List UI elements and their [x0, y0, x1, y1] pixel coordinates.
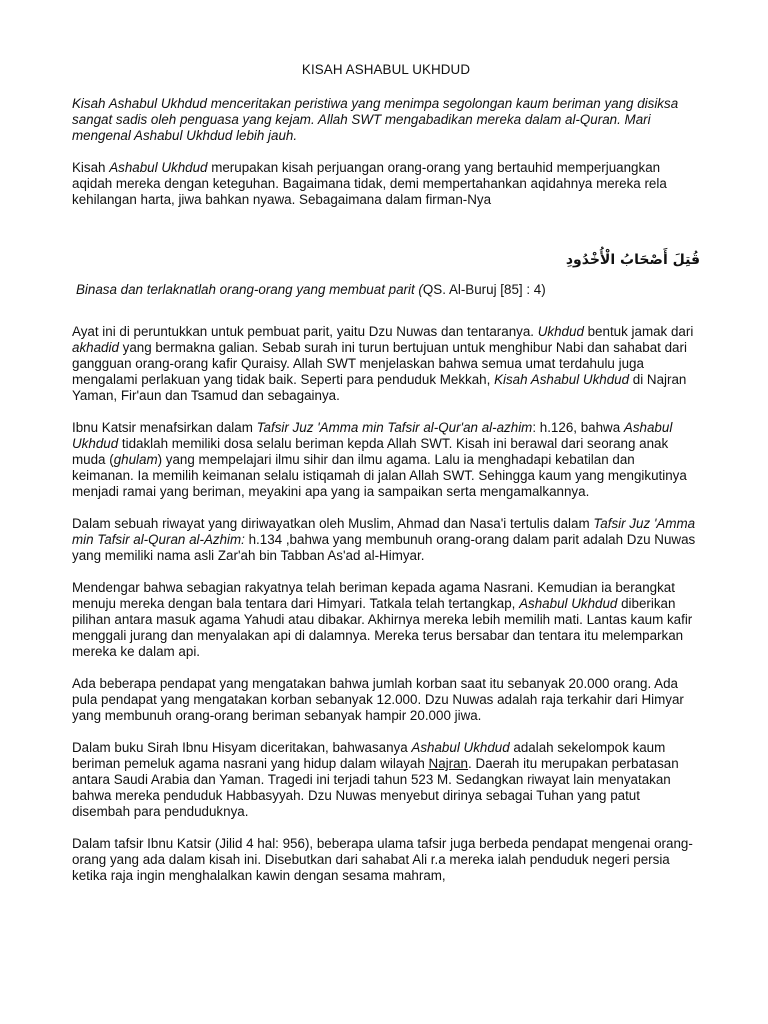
- paragraph-8: Dalam tafsir Ibnu Katsir (Jilid 4 hal: 956), beberapa ulama tafsir juga berbeda pendapat mengenai orang-orang yang ada dalam kisah ini. Disebutkan dari sahabat Ali r.a mereka ialah penduduk negeri persia ketika raja ingin menghalalkan kawin dengan sesama mahram,: [72, 836, 693, 883]
- text-run: Dalam sebuah riwayat yang diriwayatkan oleh Muslim, Ahmad dan Nasa'i tertulis dalam: [72, 516, 594, 531]
- text-run: ) yang mempelajari ilmu sihir dan ilmu agama. Lalu ia menghadapi kebatilan dan keimanan. Ia memilih keimanan selalu istiqamah di jalan Allah SWT. Sehingga kaum yang mengikutinya menjadi ramai yang beriman, meyakini apa yang ia sampaikan serta mengamalkannya.: [72, 452, 687, 499]
- text-run: diberikan pilihan antara masuk agama Yahudi atau dibakar. Akhirnya mereka lebih memilih mati. Lantas kaum kafir menggali jurang dan menyalakan api di dalamnya. Mereka terus bersabar dan tentara itu melemparkan mereka ke dalam api.: [72, 596, 693, 659]
- italic-term: Tafsir Juz 'Amma min Tafsir al-Quran al-Azhim:: [72, 516, 696, 547]
- italic-term: Kisah Ashabul Ukhdud: [494, 372, 630, 387]
- italic-term: Tafsir Juz 'Amma min Tafsir al-Qur'an al-azhim: [256, 420, 533, 435]
- intro-paragraph: Kisah Ashabul Ukhdud menceritakan peristiwa yang menimpa segolongan kaum beriman yang disiksa sangat sadis oleh penguasa yang kejam. Allah SWT mengabadikan mereka dalam al-Quran. Mari mengenal Ashabul Ukhdud lebih jauh.: [72, 96, 679, 143]
- text-run: . Daerah itu merupakan perbatasan antara Saudi Arabia dan Yaman. Tragedi ini terjadi tahun 523 M. Sedangkan riwayat lain menyatakan bahwa mereka penduduk Habbasyyah. Dzu Nuwas menyebut dirinya sebagai Tuhan yang patut disembah para penduduknya.: [72, 756, 679, 819]
- paragraph-5: [72, 580, 700, 660]
- text-run: merupakan kisah perjuangan orang-orang yang bertauhid memperjuangkan aqidah mereka dengan keteguhan. Bagaimana tidak, demi mempertahankan aqidahnya mereka rela kehilangan harta, jiwa bahkan nyawa. Sebagaimana dalam firman-Nya: [72, 160, 667, 207]
- text-run: h.134 ,bahwa yang membunuh orang-orang dalam parit adalah Dzu Nuwas yang memiliki nama asli Zar'ah bin Tabban As'ad al-Himyar.: [72, 532, 696, 563]
- paragraph-1: [72, 160, 700, 208]
- paragraph-7: [72, 740, 700, 820]
- paragraph-3: [72, 420, 700, 500]
- najran-link[interactable]: Najran: [428, 756, 468, 771]
- paragraph-4: [72, 516, 700, 564]
- paragraph-6: Ada beberapa pendapat yang mengatakan bahwa jumlah korban saat itu sebanyak 20.000 orang. Ada pula pendapat yang mengatakan korban sebanyak 12.000. Dzu Nuwas adalah raja terkahir dari Himyar yang membunuh orang-orang beriman sebanyak hampir 20.000 jiwa.: [72, 676, 684, 723]
- text-run: bentuk jamak dari: [583, 324, 694, 339]
- italic-term: Ashabul Ukhdud: [109, 160, 208, 175]
- text-run: di Najran Yaman, Fir'aun dan Tsamud dan sebagainya.: [72, 372, 687, 403]
- verse-reference: QS. Al-Buruj [85] : 4): [422, 282, 546, 297]
- italic-term: Ashabul Ukhdud: [411, 740, 510, 755]
- text-run: Ayat ini di peruntukkan untuk pembuat parit, yaitu Dzu Nuwas dan tentaranya.: [72, 324, 538, 339]
- text-run: Mendengar bahwa sebagian rakyatnya telah beriman kepada agama Nasrani. Kemudian ia berangkat menuju mereka dengan bala tentara dari Himyari. Tatkala telah tertangkap,: [72, 580, 675, 611]
- text-run: Ibnu Katsir menafsirkan dalam: [72, 420, 257, 435]
- text-run: yang bermakna galian. Sebab surah ini turun bertujuan untuk menghibur Nabi dan sahabat dari gangguan orang-orang kafir Quraisy. Allah SWT menjelaskan bahwa semua umat terdahulu juga mengalami perlakuan yang tidak baik. Seperti para penduduk Mekkah,: [72, 340, 687, 387]
- document-title: KISAH ASHABUL UKHDUD: [301, 62, 471, 77]
- italic-term: Ashabul Ukhdud: [72, 420, 673, 451]
- italic-term: Ukhdud: [537, 324, 584, 339]
- text-run: Kisah: [72, 160, 110, 175]
- italic-translation: Binasa dan terlaknatlah orang-orang yang membuat parit (: [76, 282, 423, 297]
- arabic-verse: قُتِلَ أَصْحَابُ الْأُخْدُودِ: [565, 252, 700, 268]
- text-run: Dalam buku Sirah Ibnu Hisyam diceritakan, bahwasanya: [72, 740, 412, 755]
- italic-term: Ashabul Ukhdud: [519, 596, 618, 611]
- paragraph-2: [72, 324, 700, 404]
- text-run: tidaklah memiliki dosa selalu beriman kepda Allah SWT. Kisah ini berawal dari seorang anak muda (: [72, 436, 669, 467]
- italic-term: ghulam: [113, 452, 158, 467]
- verse-translation: [76, 282, 700, 298]
- document-page: [72, 62, 700, 900]
- text-run: adalah sekelompok kaum beriman pemeluk agama nasrani yang hidup dalam wilayah: [72, 740, 666, 771]
- text-run: : h.126, bahwa: [532, 420, 624, 435]
- italic-term: akhadid: [72, 340, 119, 355]
